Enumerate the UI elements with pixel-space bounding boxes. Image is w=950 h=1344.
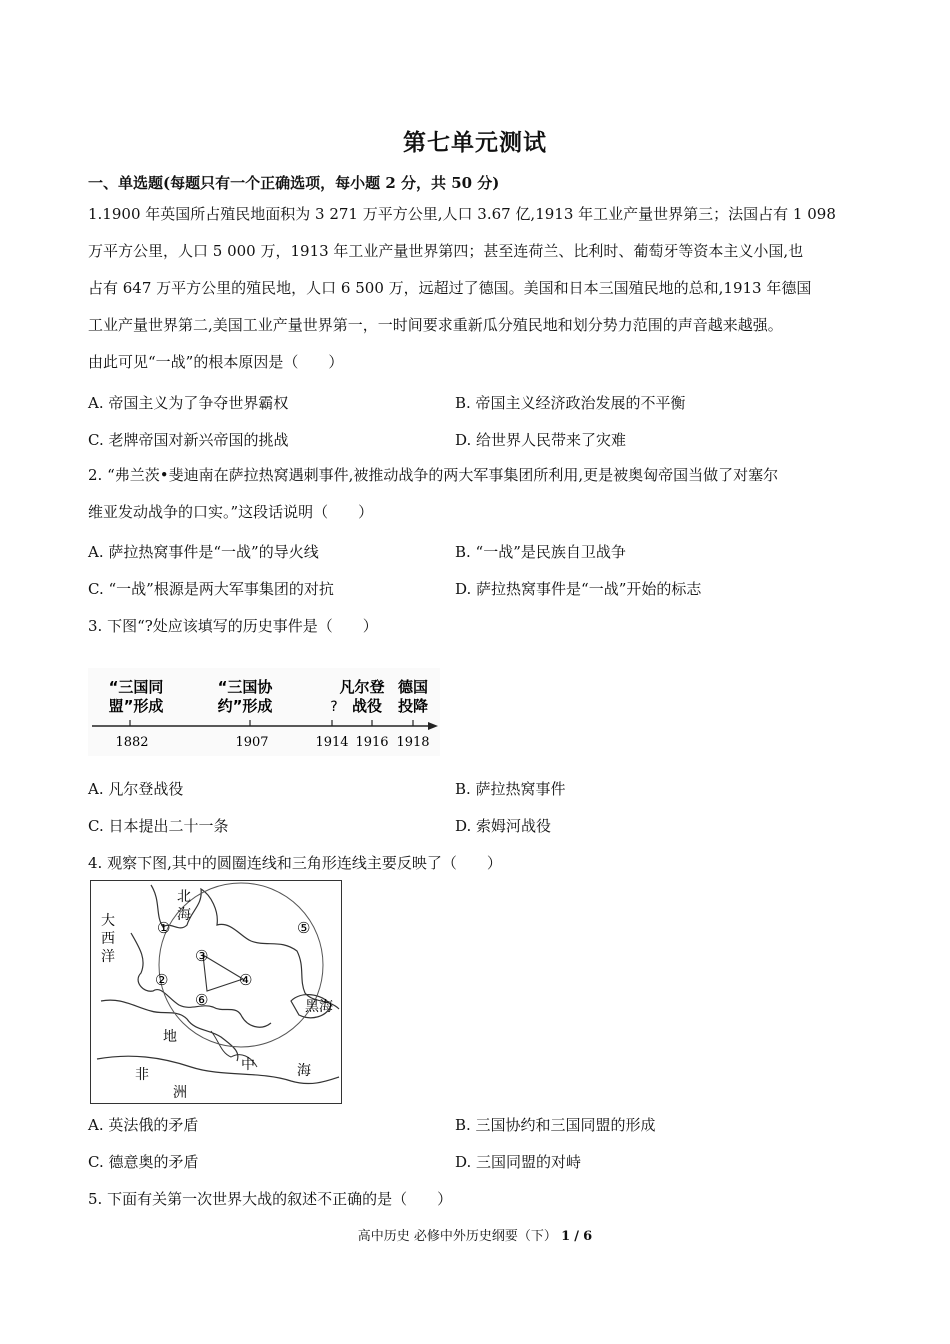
q4-option-a: A. 英法俄的矛盾 — [88, 1116, 199, 1134]
map-number: ③ — [195, 947, 209, 965]
q2-option-c: C. “一战”根源是两大军事集团的对抗 — [88, 580, 334, 598]
timeline-label: 盟”形成 — [108, 697, 164, 715]
map-number: ① — [157, 919, 171, 937]
question-4-stem: 4. 观察下图,其中的圆圈连线和三角形连线主要反映了（ ） — [88, 854, 502, 872]
q1-option-a: A. 帝国主义为了争夺世界霸权 — [88, 394, 289, 412]
map-label: 海 — [297, 1063, 311, 1079]
timeline-year: 1882 — [115, 735, 149, 750]
timeline-label: “三国协 — [217, 678, 273, 696]
timeline-label-unknown: ? — [330, 699, 338, 715]
q2-option-d: D. 萨拉热窝事件是“一战”开始的标志 — [455, 580, 702, 598]
timeline-year: 1916 — [355, 735, 389, 750]
map-label: 中 — [241, 1057, 255, 1073]
map-label: 洲 — [173, 1085, 187, 1101]
q1-line: 由此可见“一战”的根本原因是（ ） — [88, 353, 344, 371]
timeline-year: 1918 — [396, 735, 430, 750]
timeline-year: 1907 — [235, 735, 269, 750]
q1-line: 工业产量世界第二,美国工业产量世界第一，一时间要求重新瓜分殖民地和划分势力范围的声音越来越强。 — [88, 316, 783, 334]
map-number: ⑤ — [297, 919, 311, 937]
section-heading: 一、单选题(每题只有一个正确选项，每小题 2 分，共 50 分) — [88, 174, 500, 192]
map-label: 洋 — [101, 949, 115, 965]
timeline-label: 投降 — [397, 697, 429, 715]
map-label: 西 — [101, 931, 115, 947]
footer-page-number: 1 — [561, 1229, 571, 1244]
q2-option-b: B. “一战”是民族自卫战争 — [455, 543, 626, 561]
map-number: ④ — [239, 971, 253, 989]
timeline-label: 德国 — [397, 678, 429, 696]
q2-line: 2. “弗兰茨•斐迪南在萨拉热窝遇刺事件,被推动战争的两大军事集团所利用,更是被奥匈帝国当做了对塞尔 — [88, 466, 779, 484]
timeline-label: 凡尔登 — [339, 678, 385, 696]
europe-map-figure — [90, 880, 342, 1104]
q1-option-d: D. 给世界人民带来了灾难 — [455, 431, 627, 449]
q2-option-a: A. 萨拉热窝事件是“一战”的导火线 — [88, 543, 319, 561]
map-label: 海 — [177, 907, 191, 923]
footer-page-total: 6 — [583, 1229, 593, 1244]
question-3-stem: 3. 下图“?处应该填写的历史事件是（ ） — [88, 617, 378, 635]
footer-course: 高中历史 必修中外历史纲要（下） — [357, 1229, 557, 1244]
page-title: 第七单元测试 — [403, 129, 547, 156]
q3-option-c: C. 日本提出二十一条 — [88, 817, 229, 835]
q4-option-d: D. 三国同盟的对峙 — [455, 1153, 582, 1171]
q1-option-b: B. 帝国主义经济政治发展的不平衡 — [455, 394, 686, 412]
q1-line: 占有 647 万平方公里的殖民地，人口 6 500 万，远超过了德国。美国和日本三国殖民地的总和,1913 年德国 — [88, 279, 812, 297]
q3-option-d: D. 索姆河战役 — [455, 817, 552, 835]
alliance-triangle — [203, 955, 243, 991]
q1-option-c: C. 老牌帝国对新兴帝国的挑战 — [88, 431, 289, 449]
q4-option-b: B. 三国协约和三国同盟的形成 — [455, 1116, 656, 1134]
timeline-year: 1914 — [315, 735, 349, 750]
q4-option-c: C. 德意奥的矛盾 — [88, 1153, 199, 1171]
map-label: 地 — [163, 1029, 177, 1045]
timeline-label: 战役 — [351, 697, 383, 715]
map-number: ⑥ — [195, 991, 209, 1009]
map-label: 大 — [101, 913, 115, 929]
footer-separator: / — [574, 1229, 580, 1244]
q1-line: 1.1900 年英国所占殖民地面积为 3 271 万平方公里,人口 3.67 亿,1913 年工业产量世界第三；法国占有 1 098 — [88, 205, 836, 223]
map-label: 非 — [135, 1067, 149, 1083]
q3-option-b: B. 萨拉热窝事件 — [455, 780, 566, 798]
question-5-stem: 5. 下面有关第一次世界大战的叙述不正确的是（ ） — [88, 1190, 453, 1208]
timeline-label: 约”形成 — [217, 697, 273, 715]
question-2-text — [88, 457, 864, 531]
europe-map — [91, 881, 341, 1103]
q3-option-a: A. 凡尔登战役 — [88, 780, 184, 798]
map-label: 黑海 — [305, 999, 333, 1015]
page-footer — [0, 1225, 950, 1244]
q1-line: 万平方公里，人口 5 000 万，1913 年工业产量世界第四；甚至连荷兰、比利时、葡萄牙等资本主义小国,也 — [88, 242, 804, 260]
timeline-figure — [88, 668, 440, 756]
map-number: ② — [155, 971, 169, 989]
map-label: 北 — [177, 889, 191, 905]
question-1-text — [88, 196, 864, 381]
q2-line: 维亚发动战争的口实。”这段话说明（ ） — [88, 503, 374, 521]
timeline-label: “三国同 — [108, 678, 164, 696]
